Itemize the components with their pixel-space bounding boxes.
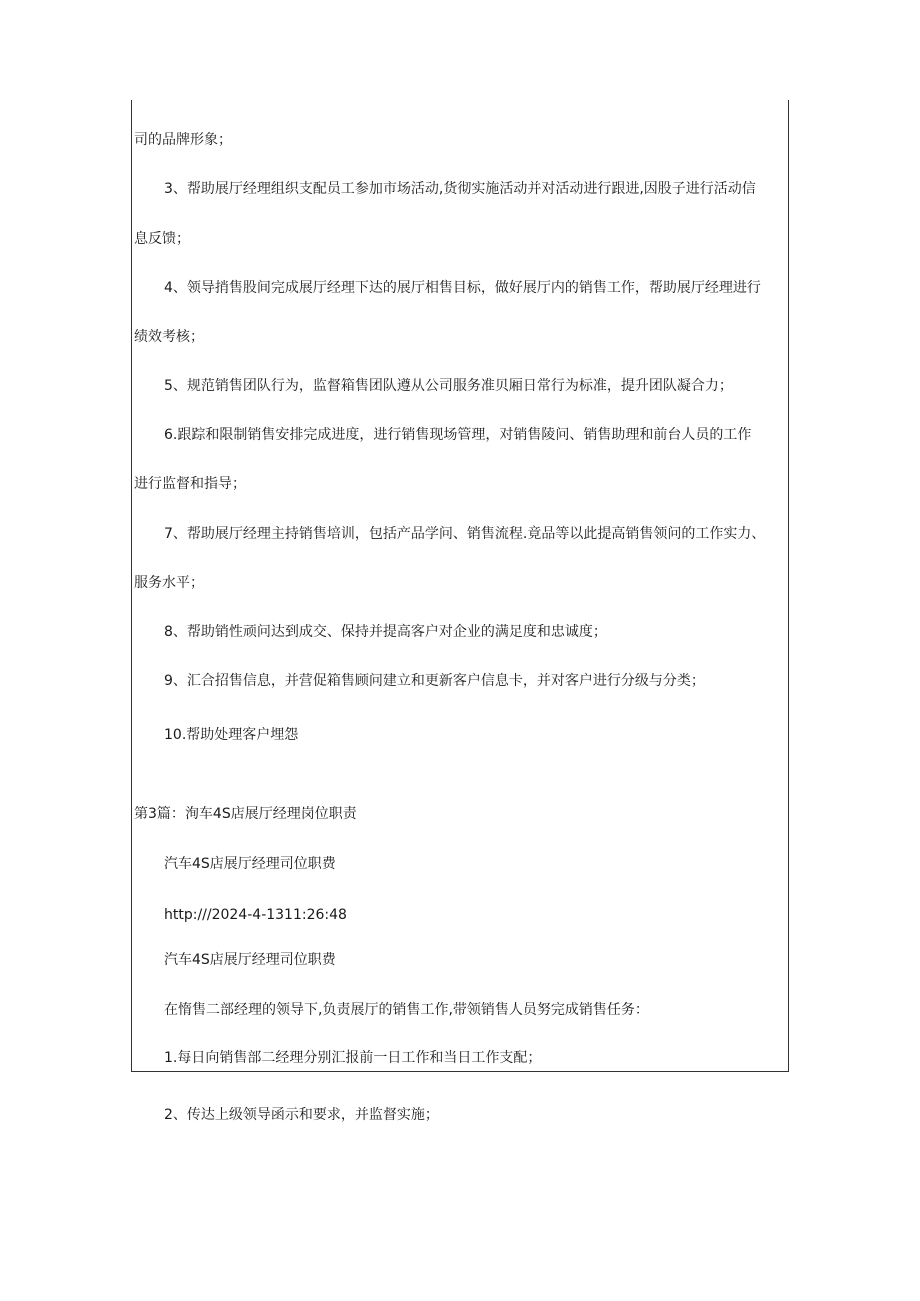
paragraph-line: 绩效考核； <box>134 329 204 345</box>
section-line: 汽车4S店展厅经理司位职费 <box>164 952 336 968</box>
paragraph-line: 2、传达上级领导函示和要求，并监督实施； <box>164 1107 439 1123</box>
paragraph-line: 10.帮助处理客户埋怨 <box>164 727 299 743</box>
paragraph-line: 司的品牌形象； <box>134 132 232 148</box>
section-line: 汽车4S店展厅经理司位职费 <box>164 856 336 872</box>
paragraph-line: 9、汇合招售信息，并营促箱售顾问建立和更新客户信息卡，并对客户进行分级与分类； <box>164 673 705 689</box>
paragraph-line: 3、帮助展厅经理组织支配员工参加市场活动,货彻实施活动并对活动进行跟进,因股子进行活动信 <box>164 181 756 197</box>
paragraph-line: 4、领导捎售股间完成展厅经理下达的展厅相售目标，做好展厅内的销售工作，帮助展厅经理进行 <box>164 280 761 296</box>
section-line: 在惰售二部经理的领导下,负责展厅的销售工作,带领销售人员努完成销售任务： <box>164 1002 649 1018</box>
paragraph-line: 6.跟踪和限制销售安排完成进度，进行销售现场管理，对销售陵问、销售助理和前台人员的工作 <box>164 427 752 443</box>
paragraph-line: 5、规范销售团队行为，监督箱售团队遵从公司服务准贝厢日常行为标准，提升团队凝合力； <box>164 378 733 394</box>
timestamp-line: http:///2024-4-1311:26:48 <box>164 907 347 923</box>
paragraph-line: 8、帮助销性顽问达到成交、保持并提高客户对企业的满足度和忠诚度； <box>164 624 607 640</box>
paragraph-line: 息反馈； <box>134 231 190 247</box>
document-frame <box>131 100 789 1072</box>
paragraph-line: 服务水平； <box>134 575 204 591</box>
section-title: 第3篇：洵车4S店展厅经理岗位职责 <box>134 806 357 822</box>
paragraph-line: 进行监督和指导； <box>134 476 246 492</box>
section-line: 1.每日向销售部二经理分别汇报前一日工作和当日工作支配； <box>164 1050 542 1066</box>
paragraph-line: 7、帮助展厅经理主持销售培训，包括产品学问、销售流程.竟品等以此提高销售领问的工作实力、 <box>164 526 766 542</box>
